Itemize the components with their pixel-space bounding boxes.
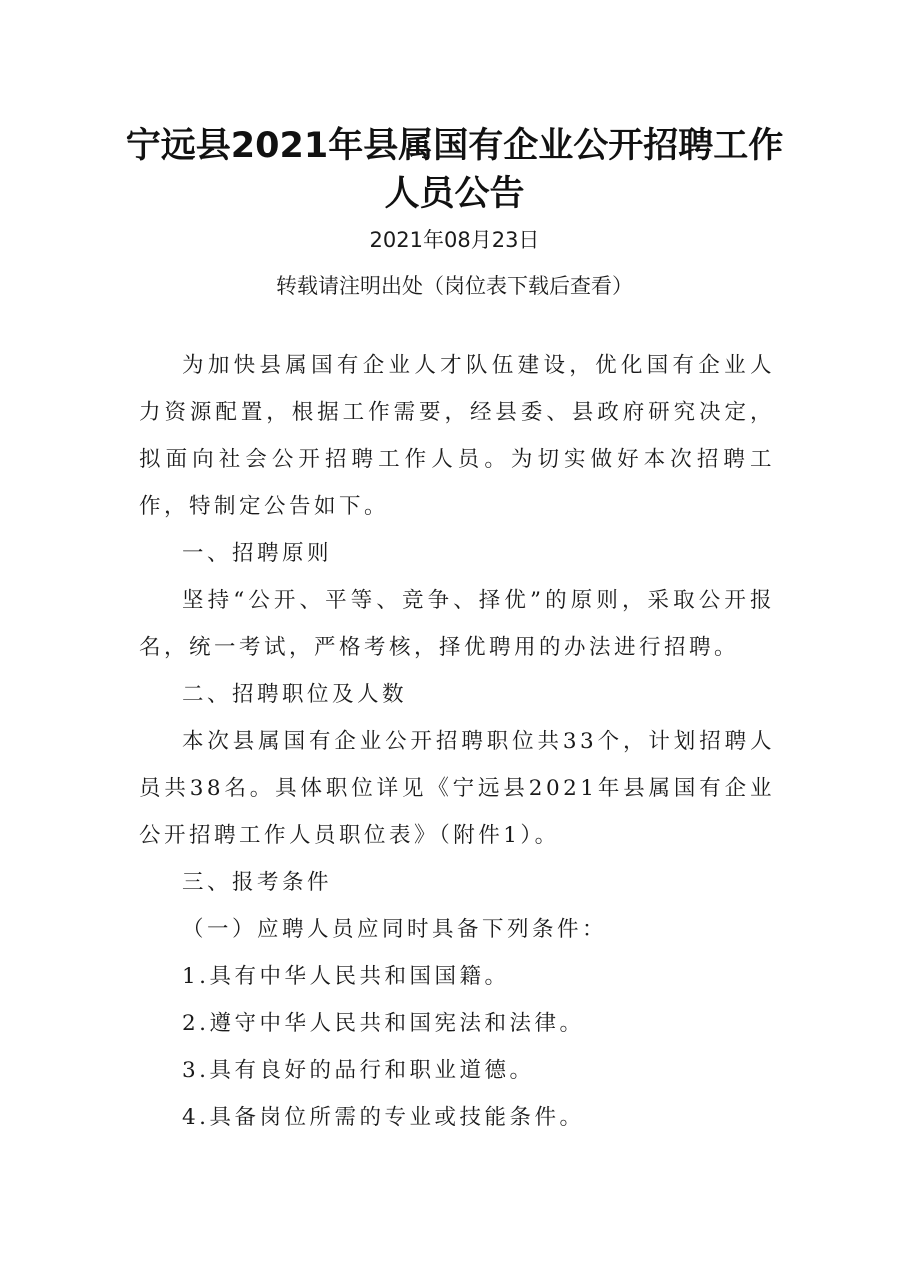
- conditions-subheading: （一）应聘人员应同时具备下列条件：: [182, 917, 608, 942]
- condition-item-4: 4.具备岗位所需的专业或技能条件。: [182, 1105, 585, 1130]
- condition-item-1: 1.具有中华人民共和国国籍。: [182, 964, 510, 989]
- section-heading-conditions: 三、报考条件: [182, 870, 333, 895]
- publish-date: 2021年08月23日: [369, 228, 540, 252]
- document-title-line1: 宁远县2021年县属国有企业公开招聘工作: [125, 126, 784, 166]
- positions-paragraph: 本次县属国有企业公开招聘职位共33个，计划招聘人员共38名。具体职位详见《宁远县2021年县属国有企业公开招聘工作人员职位表》（附件1）。: [139, 729, 775, 848]
- document-body: [139, 342, 775, 1141]
- section-heading-positions: 二、招聘职位及人数: [182, 682, 408, 707]
- document-title-line2: 人员公告: [384, 174, 525, 214]
- condition-item-3: 3.具有良好的品行和职业道德。: [182, 1058, 535, 1083]
- intro-paragraph: 为加快县属国有企业人才队伍建设，优化国有企业人力资源配置，根据工作需要，经县委、县政府研究决定，拟面向社会公开招聘工作人员。为切实做好本次招聘工作，特制定公告如下。: [139, 353, 775, 519]
- repost-note: 转载请注明出处（岗位表下载后查看）: [276, 274, 633, 298]
- condition-item-2: 2.遵守中华人民共和国宪法和法律。: [182, 1011, 585, 1036]
- principle-paragraph: 坚持“公开、平等、竞争、择优”的原则，采取公开报名，统一考试，严格考核，择优聘用的办法进行招聘。: [139, 588, 775, 660]
- section-heading-principle: 一、招聘原则: [182, 541, 333, 566]
